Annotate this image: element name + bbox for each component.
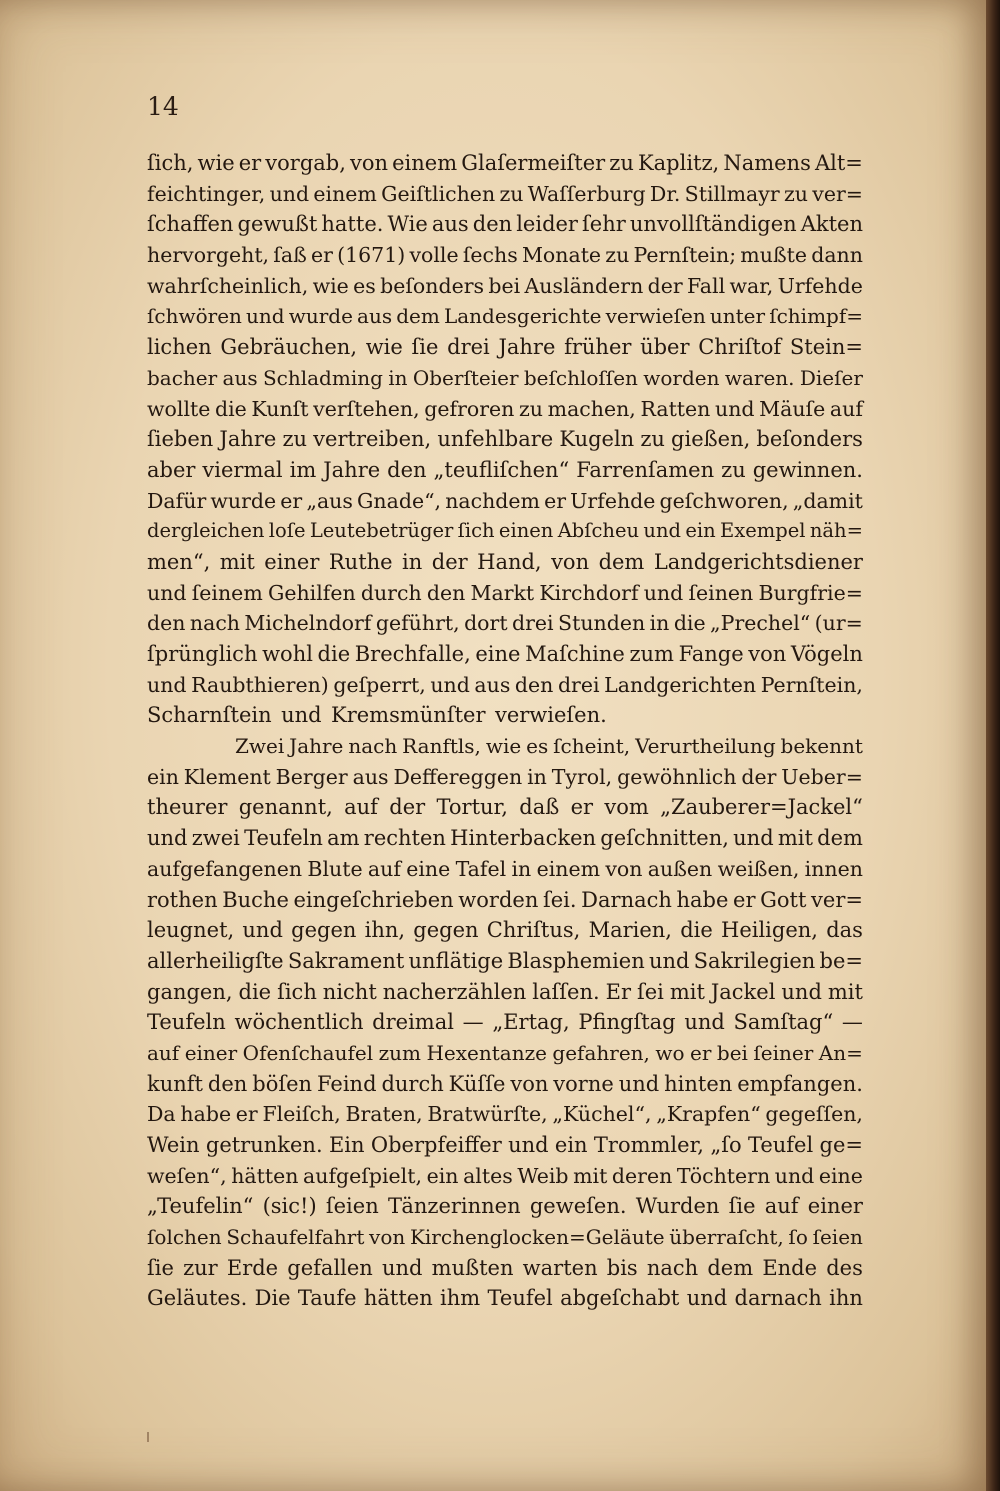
text-line: ſieben Jahre zu vertreiben, unfehlbare Kugeln zu gießen, beſonders	[147, 427, 863, 452]
margin-mark	[147, 1432, 149, 1442]
text-line: Scharnſtein und Kremsmünſter verwieſen.	[147, 703, 607, 728]
book-edge	[986, 0, 1000, 1491]
text-line: Wein getrunken. Ein Oberpfeiffer und ein Trommler, „ſo Teufel ge=	[147, 1133, 863, 1157]
text-line: Zwei Jahre nach Ranftls, wie es ſcheint, Verurtheilung bekennt	[235, 734, 863, 759]
text-line: aufgefangenen Blute auf eine Tafel in einem von außen weißen, innen	[147, 856, 863, 881]
text-line: leugnet, und gegen ihn, gegen Chriſtus, Marien, die Heiligen, das	[147, 918, 863, 943]
text-line: Teufeln wöchentlich dreimal — „Ertag, Pfingſtag und Samſtag“ —	[147, 1010, 863, 1035]
text-line: Dafür wurde er „aus Gnade“, nachdem er Urfehde geſchworen, „damit	[147, 488, 863, 513]
text-line: ſolchen Schaufelfahrt von Kirchenglocken=Geläute überraſcht, ſo ſeien	[147, 1225, 863, 1250]
text-line: wahrſcheinlich, wie es beſonders bei Ausländern der Fall war, Urfehde	[147, 273, 863, 298]
text-line: ein Klement Berger aus Deffereggen in Tyrol, gewöhnlich der Ueber=	[147, 764, 863, 789]
text-line: Da habe er Fleiſch, Braten, Bratwürſte, „Küchel“, „Krapfen“ gegeſſen,	[147, 1102, 863, 1127]
text-line: lichen Gebräuchen, wie ſie drei Jahre früher über Chriſtof Stein=	[147, 335, 863, 360]
text-line: weſen“, hätten aufgeſpielt, ein altes Weib mit deren Töchtern und eine	[147, 1163, 863, 1188]
text-line: feichtinger, und einem Geiſtlichen zu Waſſerburg Dr. Stillmayr zu ver=	[147, 181, 863, 206]
text-line: ſich, wie er vorgab, von einem Glaſermeiſter zu Kaplitz, Namens Alt=	[147, 151, 863, 175]
page-number: 14	[147, 92, 179, 121]
text-line: gangen, die ſich nicht nacherzählen laſſen. Er ſei mit Jackel und mit	[147, 979, 863, 1004]
text-line: und zwei Teufeln am rechten Hinterbacken geſchnitten, und mit dem	[147, 826, 863, 851]
text-line: auf einer Ofenſchaufel zum Hexentanze gefahren, wo er bei ſeiner An=	[147, 1040, 863, 1065]
text-line: men“, mit einer Ruthe in der Hand, von dem Landgerichtsdiener	[147, 549, 863, 574]
body-text	[147, 148, 863, 1314]
text-line: wollte die Kunſt verſtehen, gefroren zu machen, Ratten und Mäuſe auf	[147, 396, 863, 421]
text-line: ſprünglich wohl die Brechfalle, eine Maſchine zum Fange von Vögeln	[147, 642, 863, 666]
text-line: bacher aus Schladming in Oberſteier beſchloſſen worden waren. Dieſer	[147, 365, 863, 390]
text-line: theurer genannt, auf der Tortur, daß er vom „Zauberer=Jackel“	[147, 795, 863, 820]
text-line: Geläutes. Die Taufe hätten ihm Teufel abgeſchabt und darnach ihn	[147, 1286, 863, 1311]
text-line: „Teufelin“ (sic!) ſeien Tänzerinnen geweſen. Wurden ſie auf einer	[147, 1194, 863, 1219]
text-line: und ſeinem Gehilfen durch den Markt Kirchdorf und ſeinen Burgfrie=	[147, 580, 863, 605]
text-line: ſchwören und wurde aus dem Landesgerichte verwieſen unter ſchimpf=	[147, 304, 863, 329]
text-line: ſie zur Erde gefallen und mußten warten bis nach dem Ende des	[147, 1255, 863, 1280]
text-line: ſchaffen gewußt hatte. Wie aus den leider ſehr unvollſtändigen Akten	[147, 212, 863, 237]
text-line: allerheiligſte Sakrament unflätige Blasphemien und Sakrilegien be=	[147, 948, 863, 973]
text-line: rothen Buche eingeſchrieben worden ſei. Darnach habe er Gott ver=	[147, 887, 863, 912]
text-line: dergleichen loſe Leutebetrüger ſich einen Abſcheu und ein Exempel näh=	[147, 519, 863, 543]
text-line: aber viermal im Jahre den „teufliſchen“ Farrenſamen zu gewinnen.	[147, 457, 863, 482]
text-line: hervorgeht, ſaß er (1671) volle ſechs Monate zu Pernſtein; mußte dann	[147, 243, 863, 268]
text-line: kunft den böſen Feind durch Küſſe von vorne und hinten empfangen.	[147, 1071, 863, 1096]
text-line: den nach Michelndorf geführt, dort drei Stunden in die „Prechel“ (ur=	[147, 611, 863, 636]
text-line: und Raubthieren) geſperrt, und aus den drei Landgerichten Pernſtein,	[147, 672, 863, 697]
